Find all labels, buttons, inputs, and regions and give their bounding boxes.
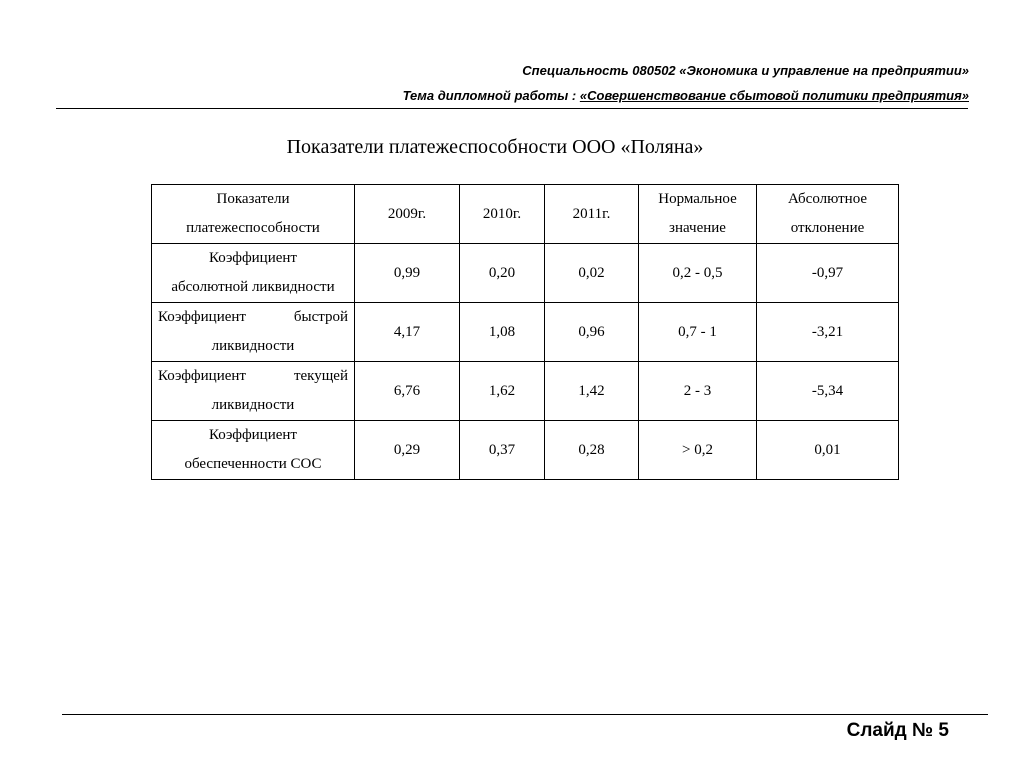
cell-2009: 6,76 bbox=[355, 362, 460, 421]
cell-deviation: -3,21 bbox=[757, 303, 899, 362]
header-indicator-line1: Показатели bbox=[216, 191, 290, 207]
row-name-line1: Коэффициент bbox=[209, 250, 297, 266]
header-topic-title: «Совершенствование сбытовой политики предприятия» bbox=[579, 88, 969, 103]
header-topic-prefix: Тема дипломной работы : bbox=[402, 88, 580, 103]
cell-deviation: -0,97 bbox=[757, 244, 899, 303]
row-name bbox=[152, 362, 355, 421]
row-name-line1: Коэффициент быстрой bbox=[158, 309, 348, 325]
cell-deviation: -5,34 bbox=[757, 362, 899, 421]
header-divider bbox=[56, 108, 968, 109]
table-header-row bbox=[152, 185, 899, 244]
row-name bbox=[152, 303, 355, 362]
slide-number: Слайд № 5 bbox=[846, 720, 949, 741]
cell-normal: 0,2 - 0,5 bbox=[639, 244, 757, 303]
cell-2009: 4,17 bbox=[355, 303, 460, 362]
header-indicator bbox=[152, 185, 355, 244]
header-2009: 2009г. bbox=[355, 185, 460, 244]
header-specialty: Специальность 080502 «Экономика и управление на предприятии» bbox=[522, 63, 969, 78]
cell-normal: > 0,2 bbox=[639, 421, 757, 480]
header-2010: 2010г. bbox=[460, 185, 545, 244]
header-topic bbox=[403, 88, 969, 103]
row-name bbox=[152, 244, 355, 303]
row-name-line2: ликвидности bbox=[211, 338, 295, 354]
row-name bbox=[152, 421, 355, 480]
header-deviation bbox=[757, 185, 899, 244]
cell-2011: 0,96 bbox=[545, 303, 639, 362]
footer-divider bbox=[62, 714, 988, 715]
page-title: Показатели платежеспособности ООО «Поляна» bbox=[286, 136, 704, 158]
cell-2011: 0,28 bbox=[545, 421, 639, 480]
cell-deviation: 0,01 bbox=[757, 421, 899, 480]
header-deviation-line2: отклонение bbox=[790, 220, 865, 236]
row-name-line1: Коэффициент bbox=[209, 427, 297, 443]
row-name-line2: абсолютной ликвидности bbox=[171, 279, 335, 295]
cell-2009: 0,99 bbox=[355, 244, 460, 303]
cell-2011: 0,02 bbox=[545, 244, 639, 303]
header-normal bbox=[639, 185, 757, 244]
cell-2009: 0,29 bbox=[355, 421, 460, 480]
cell-2010: 0,20 bbox=[460, 244, 545, 303]
header-indicator-line2: платежеспособности bbox=[186, 220, 320, 236]
cell-2011: 1,42 bbox=[545, 362, 639, 421]
header-2011: 2011г. bbox=[545, 185, 639, 244]
cell-normal: 0,7 - 1 bbox=[639, 303, 757, 362]
table-row bbox=[152, 303, 899, 362]
header-normal-line1: Нормальное bbox=[658, 191, 737, 207]
table-row bbox=[152, 244, 899, 303]
table-row bbox=[152, 362, 899, 421]
cell-2010: 1,08 bbox=[460, 303, 545, 362]
cell-2010: 0,37 bbox=[460, 421, 545, 480]
row-name-line1: Коэффициент текущей bbox=[158, 368, 348, 384]
cell-2010: 1,62 bbox=[460, 362, 545, 421]
table-row bbox=[152, 421, 899, 480]
header-deviation-line1: Абсолютное bbox=[787, 191, 868, 207]
solvency-table bbox=[151, 184, 899, 480]
header-normal-line2: значение bbox=[669, 220, 726, 236]
cell-normal: 2 - 3 bbox=[639, 362, 757, 421]
row-name-line2: ликвидности bbox=[211, 397, 295, 413]
row-name-line2: обеспеченности СОС bbox=[184, 456, 322, 472]
